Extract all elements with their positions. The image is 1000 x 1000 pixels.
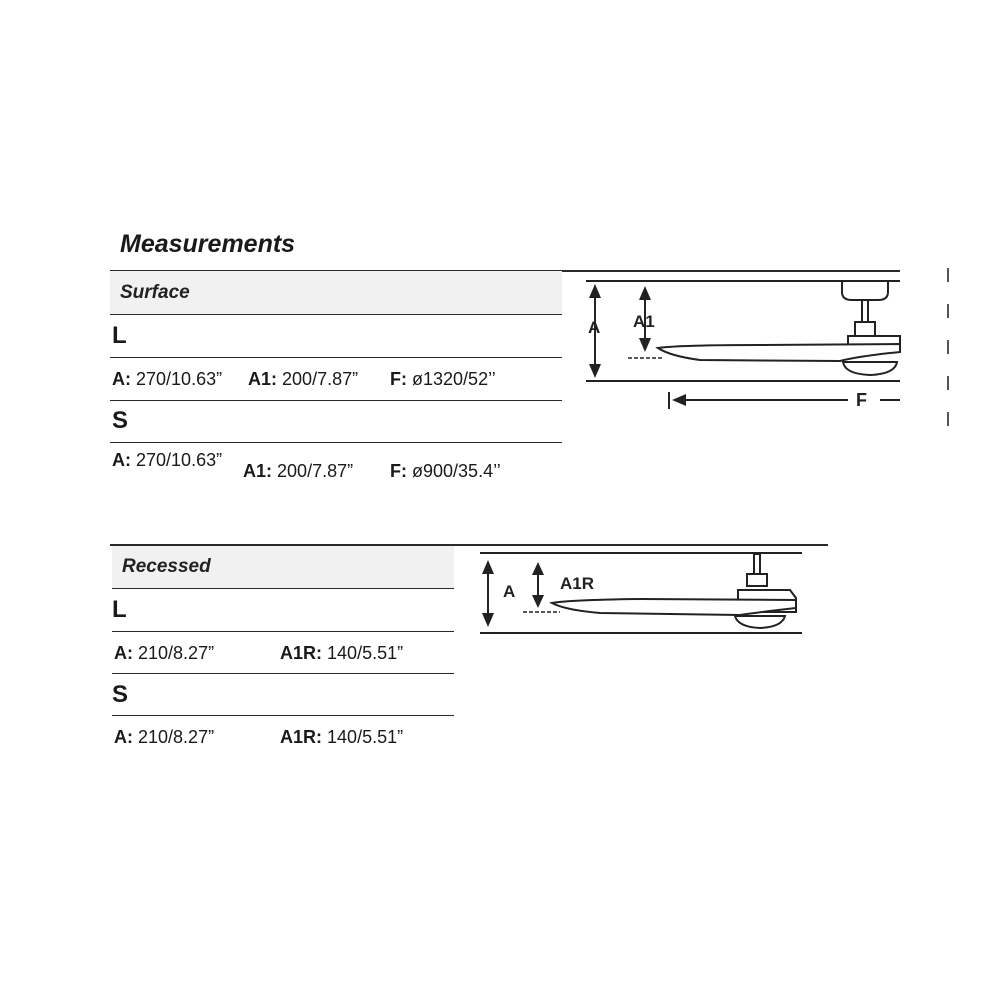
surface-a-label: A xyxy=(588,318,601,337)
surface-variant-s: S xyxy=(112,407,129,434)
recessed-l-spec-a: A: 210/8.27” xyxy=(114,643,215,663)
recessed-s-spec-a: A: 210/8.27” xyxy=(114,727,215,747)
surface-s-spec-f: F: ø900/35.4’’ xyxy=(390,461,501,481)
surface-heading: Surface xyxy=(110,271,562,314)
recessed-l-spec-a1r: A1R: 140/5.51” xyxy=(280,643,404,663)
recessed-heading: Recessed xyxy=(112,546,454,588)
page-title: Measurements xyxy=(120,230,296,258)
recessed-variant-l: L xyxy=(112,596,127,623)
recessed-s-spec-a1r: A1R: 140/5.51” xyxy=(280,727,404,747)
surface-s-spec-a1: A1: 200/7.87” xyxy=(243,461,354,481)
surface-f-label: F xyxy=(856,390,867,410)
recessed-a1r-label: A1R xyxy=(560,574,595,593)
surface-l-spec-a: A: 270/10.63” xyxy=(112,369,223,389)
surface-s-spec-a: A: 270/10.63” xyxy=(112,450,223,470)
recessed-a-label: A xyxy=(503,582,516,601)
surface-l-spec-f: F: ø1320/52’’ xyxy=(390,369,496,389)
surface-variant-l: L xyxy=(112,322,127,349)
fan-blade-icon xyxy=(552,599,796,615)
light-kit-icon xyxy=(735,616,785,628)
surface-l-spec-a1: A1: 200/7.87” xyxy=(248,369,359,389)
surface-a1-label: A1 xyxy=(633,312,655,331)
recessed-variant-s: S xyxy=(112,681,129,708)
